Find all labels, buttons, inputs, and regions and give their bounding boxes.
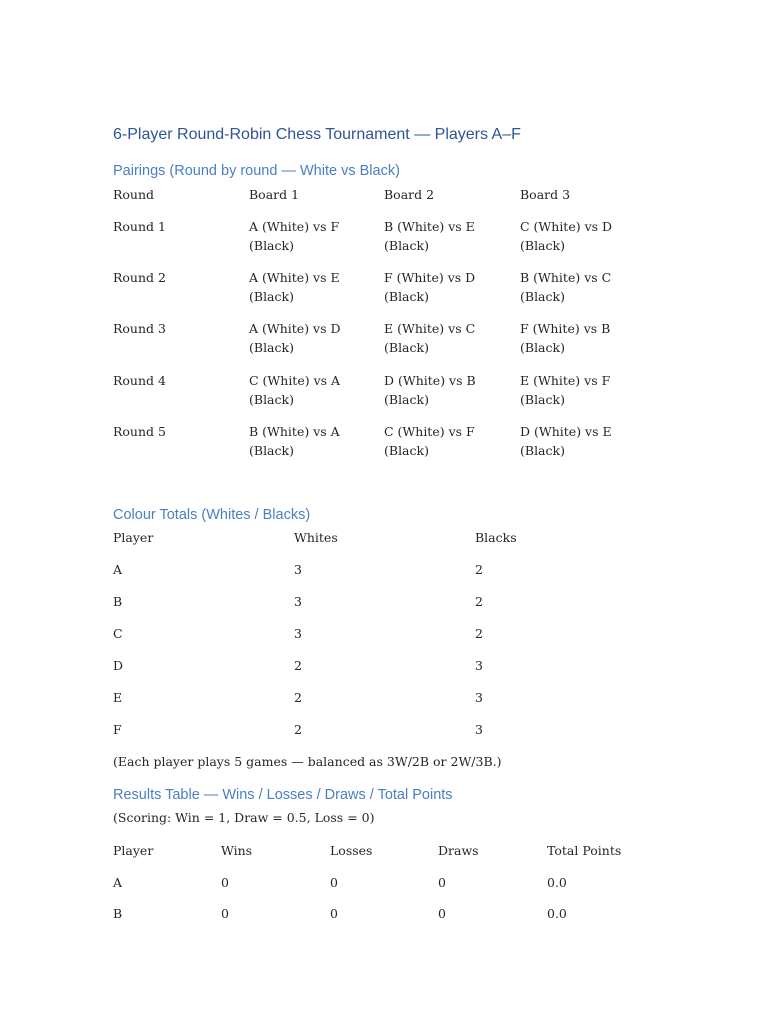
table-header-cell: Board 2 bbox=[384, 187, 435, 202]
whites-cell: 3 bbox=[294, 626, 302, 641]
round-label: Round 5 bbox=[113, 424, 166, 439]
wins-cell: 0 bbox=[221, 875, 229, 890]
pairings-heading: Pairings (Round by round — White vs Black) bbox=[113, 163, 400, 179]
pairing-line: B (White) vs A bbox=[249, 424, 340, 439]
blacks-cell: 2 bbox=[475, 594, 483, 609]
player-cell: A bbox=[113, 562, 123, 577]
pairing-cell bbox=[249, 319, 341, 357]
scoring-note: (Scoring: Win = 1, Draw = 0.5, Loss = 0) bbox=[113, 810, 375, 825]
pairing-cell bbox=[249, 268, 340, 306]
table-header-cell: Round bbox=[113, 187, 155, 202]
pairing-line: C (White) vs F bbox=[384, 424, 475, 439]
player-cell: F bbox=[113, 722, 122, 737]
draws-cell: 0 bbox=[438, 875, 446, 890]
pairing-line: (Black) bbox=[384, 289, 429, 304]
pairing-line: (Black) bbox=[520, 443, 565, 458]
player-cell: B bbox=[113, 594, 123, 609]
page-title: 6-Player Round-Robin Chess Tournament — Players A–F bbox=[113, 126, 521, 143]
player-cell: E bbox=[113, 690, 123, 705]
round-label: Round 4 bbox=[113, 373, 166, 388]
pairing-cell bbox=[520, 319, 610, 357]
pairing-line: B (White) vs E bbox=[384, 219, 475, 234]
table-header-cell: Blacks bbox=[475, 530, 517, 545]
draws-cell: 0 bbox=[438, 906, 446, 921]
blacks-cell: 3 bbox=[475, 722, 483, 737]
pairing-cell bbox=[384, 422, 475, 460]
player-cell: D bbox=[113, 658, 124, 673]
whites-cell: 2 bbox=[294, 658, 302, 673]
player-cell: C bbox=[113, 626, 123, 641]
table-header-cell: Draws bbox=[438, 843, 479, 858]
pairing-line: C (White) vs D bbox=[520, 219, 613, 234]
pairing-line: (Black) bbox=[249, 289, 294, 304]
pairing-line: A (White) vs E bbox=[249, 270, 340, 285]
pairing-line: (Black) bbox=[384, 392, 429, 407]
colour-balance-note: (Each player plays 5 games — balanced as 3W/2B or 2W/3B.) bbox=[113, 754, 502, 769]
whites-cell: 2 bbox=[294, 722, 302, 737]
pairing-line: F (White) vs D bbox=[384, 270, 476, 285]
table-header-cell: Player bbox=[113, 530, 154, 545]
pairing-line: (Black) bbox=[520, 238, 565, 253]
pairing-line: F (White) vs B bbox=[520, 321, 611, 336]
pairing-line: C (White) vs A bbox=[249, 373, 341, 388]
pairing-cell bbox=[520, 268, 611, 306]
round-label: Round 2 bbox=[113, 270, 166, 285]
pairing-line: (Black) bbox=[249, 238, 294, 253]
blacks-cell: 3 bbox=[475, 658, 483, 673]
pairing-line: (Black) bbox=[249, 392, 294, 407]
table-header-cell: Board 1 bbox=[249, 187, 300, 202]
whites-cell: 3 bbox=[294, 594, 302, 609]
total-points-cell: 0.0 bbox=[547, 906, 567, 921]
losses-cell: 0 bbox=[330, 906, 338, 921]
pairing-line: (Black) bbox=[520, 392, 565, 407]
pairing-cell bbox=[384, 217, 475, 255]
results-heading: Results Table — Wins / Losses / Draws / Total Points bbox=[113, 787, 453, 803]
table-header-cell: Whites bbox=[294, 530, 338, 545]
pairing-cell bbox=[384, 371, 476, 409]
pairing-line: (Black) bbox=[249, 340, 294, 355]
whites-cell: 2 bbox=[294, 690, 302, 705]
whites-cell: 3 bbox=[294, 562, 302, 577]
table-header-cell: Wins bbox=[221, 843, 253, 858]
round-label: Round 3 bbox=[113, 321, 166, 336]
pairing-cell bbox=[384, 319, 475, 357]
wins-cell: 0 bbox=[221, 906, 229, 921]
pairing-cell bbox=[520, 217, 612, 255]
pairing-line: A (White) vs F bbox=[249, 219, 340, 234]
round-label: Round 1 bbox=[113, 219, 166, 234]
pairing-line: (Black) bbox=[384, 443, 429, 458]
pairing-cell bbox=[520, 371, 610, 409]
losses-cell: 0 bbox=[330, 875, 338, 890]
blacks-cell: 2 bbox=[475, 626, 483, 641]
pairing-cell bbox=[249, 371, 340, 409]
pairing-line: (Black) bbox=[520, 289, 565, 304]
pairing-line: B (White) vs C bbox=[520, 270, 612, 285]
table-header-cell: Total Points bbox=[547, 843, 622, 858]
pairing-line: E (White) vs C bbox=[384, 321, 476, 336]
pairing-line: (Black) bbox=[249, 443, 294, 458]
table-header-cell: Losses bbox=[330, 843, 373, 858]
player-cell: A bbox=[113, 875, 123, 890]
pairing-line: (Black) bbox=[384, 238, 429, 253]
pairing-line: A (White) vs D bbox=[249, 321, 341, 336]
pairing-line: (Black) bbox=[384, 340, 429, 355]
pairing-cell bbox=[249, 217, 339, 255]
player-cell: B bbox=[113, 906, 123, 921]
pairing-line: E (White) vs F bbox=[520, 373, 611, 388]
pairing-line: D (White) vs B bbox=[384, 373, 476, 388]
colour-totals-heading: Colour Totals (Whites / Blacks) bbox=[113, 507, 311, 523]
blacks-cell: 3 bbox=[475, 690, 483, 705]
pairing-line: (Black) bbox=[520, 340, 565, 355]
table-header-cell: Player bbox=[113, 843, 154, 858]
pairing-cell bbox=[520, 422, 612, 460]
pairing-cell bbox=[249, 422, 340, 460]
blacks-cell: 2 bbox=[475, 562, 483, 577]
pairing-cell bbox=[384, 268, 475, 306]
total-points-cell: 0.0 bbox=[547, 875, 567, 890]
table-header-cell: Board 3 bbox=[520, 187, 571, 202]
pairing-line: D (White) vs E bbox=[520, 424, 612, 439]
